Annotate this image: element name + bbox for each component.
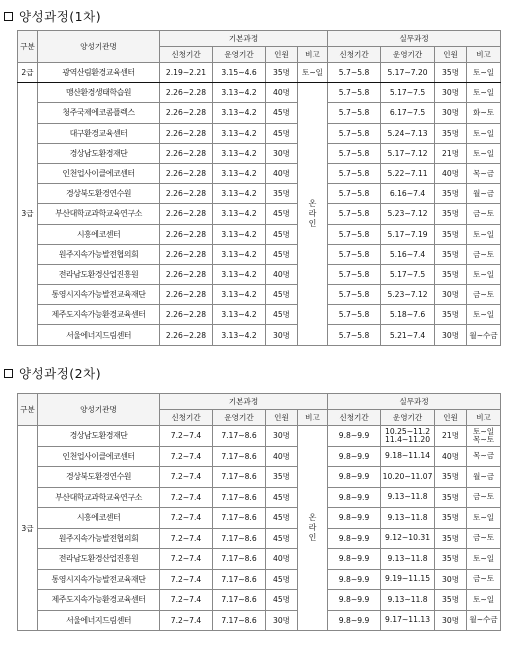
table-row bbox=[18, 163, 501, 183]
practice-operate-period: 5.17~7.5 bbox=[381, 264, 435, 284]
table-row bbox=[18, 467, 501, 488]
basic-capacity: 30명 bbox=[266, 325, 298, 345]
institution-name: 통영시지속가능발전교육재단 bbox=[38, 569, 160, 590]
basic-capacity: 45명 bbox=[266, 224, 298, 244]
basic-apply-period: 7.2~7.4 bbox=[160, 549, 213, 570]
basic-operate-period: 7.17~8.6 bbox=[213, 446, 266, 467]
header-practice-people: 인원 bbox=[435, 47, 467, 63]
table-row bbox=[18, 549, 501, 570]
practice-capacity: 35명 bbox=[435, 467, 467, 488]
practice-operate-period bbox=[381, 528, 435, 549]
practice-apply-period: 5.7~5.8 bbox=[328, 184, 381, 204]
practice-capacity: 35명 bbox=[435, 224, 467, 244]
practice-operate-period: 5.16~7.4 bbox=[381, 244, 435, 264]
header-basic-course: 기본과정 bbox=[160, 31, 328, 47]
practice-apply-period: 9.8~9.9 bbox=[328, 590, 381, 611]
practice-operate-period bbox=[381, 487, 435, 508]
table-row bbox=[18, 264, 501, 284]
practice-capacity: 35명 bbox=[435, 184, 467, 204]
practice-days bbox=[467, 426, 501, 447]
practice-days-line: 월~금 bbox=[473, 471, 495, 481]
practice-operate-period: 5.23~7.12 bbox=[381, 204, 435, 224]
practice-operate-line: 10.20~11.07 bbox=[382, 471, 433, 481]
basic-operate-period: 7.17~8.6 bbox=[213, 590, 266, 611]
table-row bbox=[18, 123, 501, 143]
practice-capacity: 35명 bbox=[435, 204, 467, 224]
practice-days: 토~일 bbox=[467, 264, 501, 284]
practice-days-line: 월~수금 bbox=[469, 615, 498, 625]
practice-capacity: 35명 bbox=[435, 528, 467, 549]
practice-apply-period: 5.7~5.8 bbox=[328, 83, 381, 103]
practice-operate-period bbox=[381, 508, 435, 529]
practice-capacity: 35명 bbox=[435, 63, 467, 83]
institution-name: 서울에너지드림센터 bbox=[38, 325, 160, 345]
practice-days-line: 목~토 bbox=[473, 434, 495, 444]
practice-days-line: 토~일 bbox=[473, 512, 495, 522]
practice-operate-period bbox=[381, 549, 435, 570]
practice-apply-period: 9.8~9.9 bbox=[328, 487, 381, 508]
basic-apply-period: 7.2~7.4 bbox=[160, 446, 213, 467]
header-practice-people: 인원 bbox=[435, 410, 467, 426]
practice-operate-line: 9.13~11.8 bbox=[387, 594, 428, 604]
basic-capacity: 30명 bbox=[266, 426, 298, 447]
header-practice-note: 비고 bbox=[467, 47, 501, 63]
basic-operate-period: 3.15~4.6 bbox=[213, 63, 266, 83]
basic-capacity: 45명 bbox=[266, 569, 298, 590]
practice-apply-period: 5.7~5.8 bbox=[328, 143, 381, 163]
practice-apply-period: 9.8~9.9 bbox=[328, 610, 381, 631]
institution-name: 경상남도환경재단 bbox=[38, 426, 160, 447]
practice-days-line: 금~토 bbox=[473, 533, 495, 543]
basic-operate-period: 7.17~8.6 bbox=[213, 610, 266, 631]
practice-days: 금~토 bbox=[467, 204, 501, 224]
practice-days bbox=[467, 569, 501, 590]
online-note: 온라인 bbox=[298, 83, 328, 345]
training-table-round1 bbox=[17, 30, 501, 346]
institution-name: 전라남도환경산업진흥원 bbox=[38, 264, 160, 284]
basic-apply-period: 2.26~2.28 bbox=[160, 204, 213, 224]
practice-days-line: 금~토 bbox=[473, 574, 495, 584]
practice-apply-period: 5.7~5.8 bbox=[328, 325, 381, 345]
practice-days: 토~일 bbox=[467, 224, 501, 244]
practice-days: 토~일 bbox=[467, 123, 501, 143]
practice-apply-period: 5.7~5.8 bbox=[328, 244, 381, 264]
practice-days: 토~일 bbox=[467, 305, 501, 325]
table-row bbox=[18, 244, 501, 264]
practice-capacity: 35명 bbox=[435, 244, 467, 264]
basic-capacity: 45명 bbox=[266, 487, 298, 508]
practice-days bbox=[467, 610, 501, 631]
table-row bbox=[18, 103, 501, 123]
practice-capacity: 35명 bbox=[435, 264, 467, 284]
practice-apply-period: 9.8~9.9 bbox=[328, 446, 381, 467]
practice-days: 토~일 bbox=[467, 143, 501, 163]
basic-operate-period: 3.13~4.2 bbox=[213, 325, 266, 345]
practice-capacity: 30명 bbox=[435, 325, 467, 345]
basic-apply-period: 2.26~2.28 bbox=[160, 285, 213, 305]
practice-capacity: 30명 bbox=[435, 569, 467, 590]
basic-capacity: 45명 bbox=[266, 528, 298, 549]
practice-apply-period: 5.7~5.8 bbox=[328, 63, 381, 83]
practice-operate-period bbox=[381, 467, 435, 488]
table-row bbox=[18, 204, 501, 224]
basic-apply-period: 7.2~7.4 bbox=[160, 426, 213, 447]
practice-apply-period: 5.7~5.8 bbox=[328, 123, 381, 143]
header-basic-course: 기본과정 bbox=[160, 394, 328, 410]
practice-days bbox=[467, 549, 501, 570]
practice-operate-period: 5.23~7.12 bbox=[381, 285, 435, 305]
practice-capacity: 30명 bbox=[435, 103, 467, 123]
practice-operate-period bbox=[381, 610, 435, 631]
practice-apply-period: 5.7~5.8 bbox=[328, 285, 381, 305]
grade-cell: 2급 bbox=[18, 63, 38, 83]
basic-capacity: 45명 bbox=[266, 590, 298, 611]
institution-name: 제주도지속가능환경교육센터 bbox=[38, 590, 160, 611]
practice-days: 목~금 bbox=[467, 163, 501, 183]
table-row bbox=[18, 143, 501, 163]
header-basic-people: 인원 bbox=[266, 410, 298, 426]
practice-days: 토~일 bbox=[467, 63, 501, 83]
institution-name: 광역산림환경교육센터 bbox=[38, 63, 160, 83]
basic-capacity: 45명 bbox=[266, 285, 298, 305]
practice-operate-line: 10.25~11.2 bbox=[385, 426, 431, 436]
practice-capacity: 35명 bbox=[435, 305, 467, 325]
basic-note: 토~일 bbox=[298, 63, 328, 83]
institution-name: 경상북도환경연수원 bbox=[38, 467, 160, 488]
table-row bbox=[18, 305, 501, 325]
practice-days bbox=[467, 590, 501, 611]
basic-capacity: 45명 bbox=[266, 508, 298, 529]
header-practice-apply: 신청기간 bbox=[328, 47, 381, 63]
basic-operate-period: 3.13~4.2 bbox=[213, 264, 266, 284]
basic-apply-period: 2.26~2.28 bbox=[160, 325, 213, 345]
basic-operate-period: 7.17~8.6 bbox=[213, 549, 266, 570]
basic-apply-period: 2.26~2.28 bbox=[160, 123, 213, 143]
section1-title: 양성과정(1차) bbox=[4, 7, 101, 25]
basic-capacity: 45명 bbox=[266, 103, 298, 123]
practice-operate-period: 5.18~7.6 bbox=[381, 305, 435, 325]
basic-apply-period: 2.26~2.28 bbox=[160, 143, 213, 163]
basic-apply-period: 2.26~2.28 bbox=[160, 244, 213, 264]
basic-apply-period: 7.2~7.4 bbox=[160, 590, 213, 611]
practice-days: 토~일 bbox=[467, 83, 501, 103]
basic-operate-period: 3.13~4.2 bbox=[213, 224, 266, 244]
institution-name: 부산대학교과학교육연구소 bbox=[38, 487, 160, 508]
practice-capacity: 40명 bbox=[435, 163, 467, 183]
table-row bbox=[18, 83, 501, 103]
institution-name: 서울에너지드림센터 bbox=[38, 610, 160, 631]
practice-operate-line: 9.12~10.31 bbox=[385, 533, 431, 543]
basic-operate-period: 3.13~4.2 bbox=[213, 163, 266, 183]
basic-capacity: 40명 bbox=[266, 446, 298, 467]
header-institution: 양성기관명 bbox=[38, 31, 160, 63]
practice-apply-period: 5.7~5.8 bbox=[328, 224, 381, 244]
basic-operate-period: 7.17~8.6 bbox=[213, 487, 266, 508]
basic-operate-period: 7.17~8.6 bbox=[213, 508, 266, 529]
practice-days: 금~토 bbox=[467, 244, 501, 264]
basic-operate-period: 3.13~4.2 bbox=[213, 204, 266, 224]
header-basic-note: 비고 bbox=[298, 410, 328, 426]
basic-apply-period: 7.2~7.4 bbox=[160, 528, 213, 549]
online-note: 온라인 bbox=[298, 426, 328, 631]
practice-operate-line: 9.13~11.8 bbox=[387, 553, 428, 563]
basic-apply-period: 2.26~2.28 bbox=[160, 163, 213, 183]
practice-capacity: 35명 bbox=[435, 590, 467, 611]
basic-capacity: 45명 bbox=[266, 204, 298, 224]
basic-apply-period: 7.2~7.4 bbox=[160, 610, 213, 631]
practice-capacity: 21명 bbox=[435, 143, 467, 163]
institution-name: 인천업사이클에코센터 bbox=[38, 163, 160, 183]
practice-operate-period bbox=[381, 426, 435, 447]
practice-operate-period: 5.24~7.13 bbox=[381, 123, 435, 143]
basic-capacity: 35명 bbox=[266, 63, 298, 83]
basic-operate-period: 3.13~4.2 bbox=[213, 143, 266, 163]
training-table-round2 bbox=[17, 393, 501, 631]
practice-days-line: 토~일 bbox=[473, 594, 495, 604]
basic-operate-period: 3.13~4.2 bbox=[213, 103, 266, 123]
practice-days: 월~수금 bbox=[467, 325, 501, 345]
practice-operate-period: 5.21~7.4 bbox=[381, 325, 435, 345]
table-row bbox=[18, 426, 501, 447]
basic-operate-period: 3.13~4.2 bbox=[213, 305, 266, 325]
practice-days bbox=[467, 528, 501, 549]
basic-operate-period: 3.13~4.2 bbox=[213, 285, 266, 305]
basic-apply-period: 7.2~7.4 bbox=[160, 569, 213, 590]
basic-capacity: 30명 bbox=[266, 143, 298, 163]
header-basic-apply: 신청기간 bbox=[160, 410, 213, 426]
basic-operate-period: 7.17~8.6 bbox=[213, 426, 266, 447]
institution-name: 시흥에코센터 bbox=[38, 508, 160, 529]
basic-capacity: 30명 bbox=[266, 610, 298, 631]
table-row bbox=[18, 610, 501, 631]
basic-capacity: 45명 bbox=[266, 244, 298, 264]
institution-name: 경상북도환경연수원 bbox=[38, 184, 160, 204]
practice-days: 월~금 bbox=[467, 184, 501, 204]
institution-name: 원주지속가능발전협의회 bbox=[38, 244, 160, 264]
practice-operate-line: 9.17~11.13 bbox=[385, 615, 431, 625]
header-practice-apply: 신청기간 bbox=[328, 410, 381, 426]
basic-operate-period: 7.17~8.6 bbox=[213, 467, 266, 488]
practice-operate-period: 5.22~7.11 bbox=[381, 163, 435, 183]
header-basic-apply: 신청기간 bbox=[160, 47, 213, 63]
header-practice-operate: 운영기간 bbox=[381, 410, 435, 426]
practice-capacity: 30명 bbox=[435, 610, 467, 631]
header-basic-people: 인원 bbox=[266, 47, 298, 63]
basic-apply-period: 7.2~7.4 bbox=[160, 467, 213, 488]
practice-apply-period: 9.8~9.9 bbox=[328, 549, 381, 570]
practice-operate-period bbox=[381, 446, 435, 467]
basic-apply-period: 2.19~2.21 bbox=[160, 63, 213, 83]
header-institution: 양성기관명 bbox=[38, 394, 160, 426]
basic-apply-period: 2.26~2.28 bbox=[160, 184, 213, 204]
header-grade: 구분 bbox=[18, 31, 38, 63]
header-practice-operate: 운영기간 bbox=[381, 47, 435, 63]
checkbox-square-icon bbox=[4, 12, 13, 21]
basic-operate-period: 3.13~4.2 bbox=[213, 184, 266, 204]
practice-capacity: 30명 bbox=[435, 83, 467, 103]
header-basic-operate: 운영기간 bbox=[213, 410, 266, 426]
practice-capacity: 35명 bbox=[435, 549, 467, 570]
practice-operate-line: 9.13~11.8 bbox=[387, 512, 428, 522]
checkbox-square-icon bbox=[4, 369, 13, 378]
practice-days bbox=[467, 508, 501, 529]
basic-apply-period: 2.26~2.28 bbox=[160, 305, 213, 325]
practice-days-line: 토~일 bbox=[473, 426, 495, 436]
practice-apply-period: 9.8~9.9 bbox=[328, 569, 381, 590]
header-basic-note: 비고 bbox=[298, 47, 328, 63]
institution-name: 맹산환경생태학습원 bbox=[38, 83, 160, 103]
basic-operate-period: 3.13~4.2 bbox=[213, 83, 266, 103]
basic-apply-period: 2.26~2.28 bbox=[160, 103, 213, 123]
practice-operate-period: 5.17~7.5 bbox=[381, 83, 435, 103]
practice-apply-period: 9.8~9.9 bbox=[328, 467, 381, 488]
basic-apply-period: 7.2~7.4 bbox=[160, 508, 213, 529]
basic-apply-period: 7.2~7.4 bbox=[160, 487, 213, 508]
table-row bbox=[18, 590, 501, 611]
institution-name: 경상남도환경재단 bbox=[38, 143, 160, 163]
table-row bbox=[18, 487, 501, 508]
institution-name: 부산대학교과학교육연구소 bbox=[38, 204, 160, 224]
practice-apply-period: 5.7~5.8 bbox=[328, 103, 381, 123]
practice-capacity: 40명 bbox=[435, 446, 467, 467]
basic-capacity: 40명 bbox=[266, 163, 298, 183]
basic-operate-period: 3.13~4.2 bbox=[213, 123, 266, 143]
practice-capacity: 35명 bbox=[435, 508, 467, 529]
practice-operate-period: 5.17~7.20 bbox=[381, 63, 435, 83]
basic-capacity: 45명 bbox=[266, 123, 298, 143]
practice-apply-period: 5.7~5.8 bbox=[328, 163, 381, 183]
practice-apply-period: 9.8~9.9 bbox=[328, 426, 381, 447]
basic-capacity: 35명 bbox=[266, 467, 298, 488]
institution-name: 청주국제에코콤플렉스 bbox=[38, 103, 160, 123]
practice-days bbox=[467, 446, 501, 467]
grade-cell: 3급 bbox=[18, 83, 38, 345]
practice-operate-period: 6.17~7.5 bbox=[381, 103, 435, 123]
table-row bbox=[18, 508, 501, 529]
practice-days: 금~토 bbox=[467, 285, 501, 305]
practice-days-line: 토~일 bbox=[473, 553, 495, 563]
section2-title: 양성과정(2차) bbox=[4, 364, 101, 382]
practice-apply-period: 5.7~5.8 bbox=[328, 204, 381, 224]
practice-operate-period bbox=[381, 590, 435, 611]
header-grade: 구분 bbox=[18, 394, 38, 426]
practice-apply-period: 5.7~5.8 bbox=[328, 305, 381, 325]
practice-operate-period bbox=[381, 569, 435, 590]
basic-capacity: 40명 bbox=[266, 549, 298, 570]
basic-operate-period: 7.17~8.6 bbox=[213, 569, 266, 590]
table-row bbox=[18, 569, 501, 590]
practice-days-line: 목~금 bbox=[473, 451, 495, 461]
table-row bbox=[18, 285, 501, 305]
practice-operate-line: 11.4~11.20 bbox=[385, 434, 431, 444]
institution-name: 전라남도환경산업진흥원 bbox=[38, 549, 160, 570]
institution-name: 시흥에코센터 bbox=[38, 224, 160, 244]
institution-name: 인천업사이클에코센터 bbox=[38, 446, 160, 467]
basic-capacity: 40명 bbox=[266, 264, 298, 284]
header-basic-operate: 운영기간 bbox=[213, 47, 266, 63]
practice-days bbox=[467, 467, 501, 488]
institution-name: 원주지속가능발전협의회 bbox=[38, 528, 160, 549]
table-row bbox=[18, 224, 501, 244]
table-row bbox=[18, 325, 501, 345]
institution-name: 대구환경교육센터 bbox=[38, 123, 160, 143]
practice-capacity: 21명 bbox=[435, 426, 467, 447]
basic-apply-period: 2.26~2.28 bbox=[160, 83, 213, 103]
practice-apply-period: 5.7~5.8 bbox=[328, 264, 381, 284]
basic-apply-period: 2.26~2.28 bbox=[160, 224, 213, 244]
table-row bbox=[18, 528, 501, 549]
practice-days bbox=[467, 487, 501, 508]
practice-operate-period: 5.17~7.12 bbox=[381, 143, 435, 163]
basic-operate-period: 3.13~4.2 bbox=[213, 244, 266, 264]
basic-capacity: 35명 bbox=[266, 184, 298, 204]
header-practice-course: 실무과정 bbox=[328, 394, 501, 410]
institution-name: 제주도지속가능환경교육센터 bbox=[38, 305, 160, 325]
basic-apply-period: 2.26~2.28 bbox=[160, 264, 213, 284]
practice-apply-period: 9.8~9.9 bbox=[328, 508, 381, 529]
basic-operate-period: 7.17~8.6 bbox=[213, 528, 266, 549]
header-practice-course: 실무과정 bbox=[328, 31, 501, 47]
practice-operate-period: 6.16~7.4 bbox=[381, 184, 435, 204]
table-row bbox=[18, 63, 501, 83]
practice-capacity: 30명 bbox=[435, 285, 467, 305]
practice-operate-line: 9.18~11.14 bbox=[385, 451, 431, 461]
table-row bbox=[18, 446, 501, 467]
practice-days-line: 금~토 bbox=[473, 492, 495, 502]
table-row bbox=[18, 184, 501, 204]
grade-cell: 3급 bbox=[18, 426, 38, 631]
practice-capacity: 35명 bbox=[435, 487, 467, 508]
practice-apply-period: 9.8~9.9 bbox=[328, 528, 381, 549]
basic-capacity: 45명 bbox=[266, 305, 298, 325]
practice-capacity: 35명 bbox=[435, 123, 467, 143]
institution-name: 통영시지속가능발전교육재단 bbox=[38, 285, 160, 305]
basic-capacity: 40명 bbox=[266, 83, 298, 103]
practice-operate-period: 5.17~7.19 bbox=[381, 224, 435, 244]
practice-days: 화~토 bbox=[467, 103, 501, 123]
practice-operate-line: 9.13~11.8 bbox=[387, 492, 428, 502]
header-practice-note: 비고 bbox=[467, 410, 501, 426]
practice-operate-line: 9.19~11.15 bbox=[385, 574, 431, 584]
